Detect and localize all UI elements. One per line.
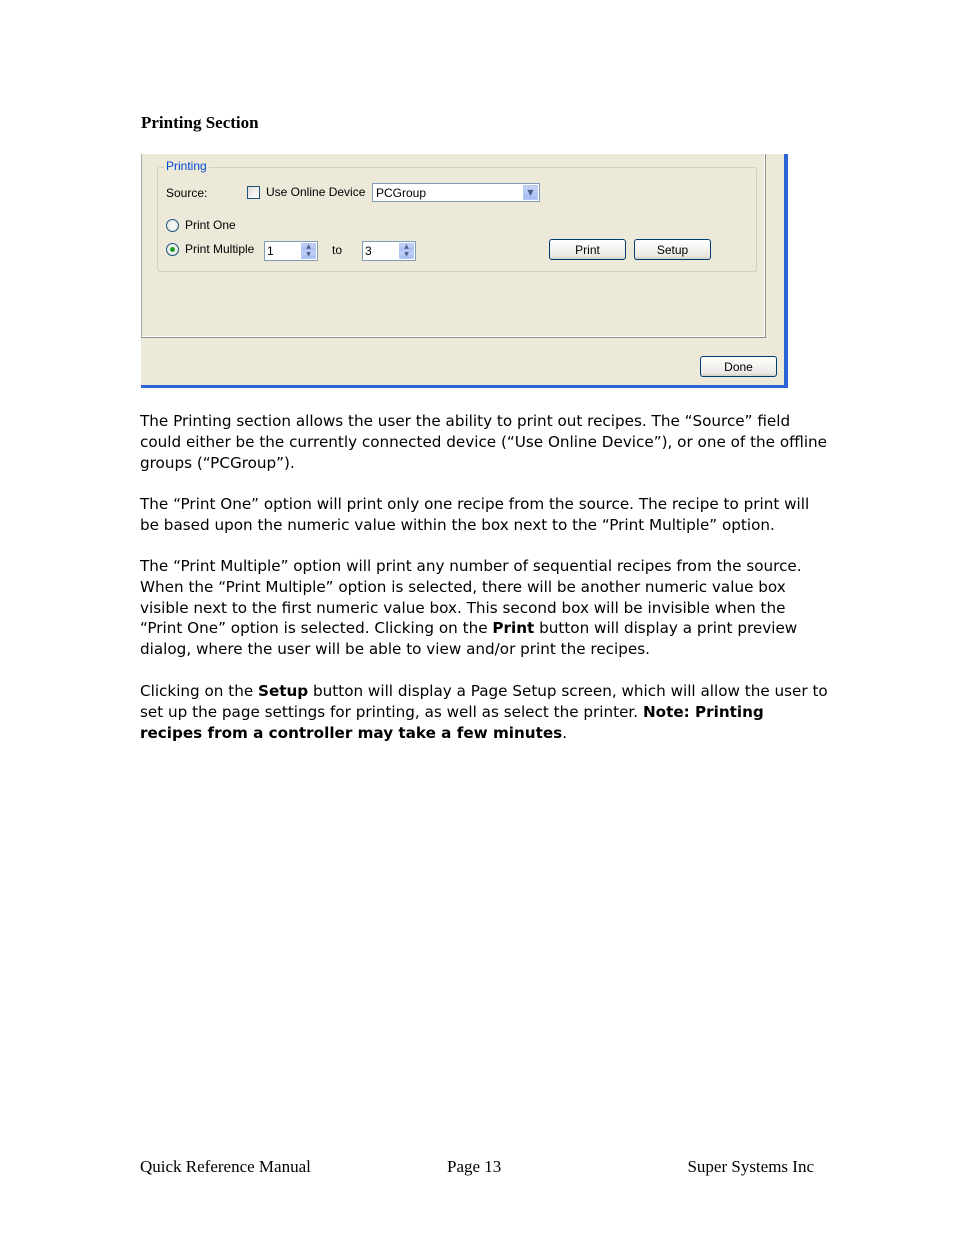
paragraph-text: The “Print One” option will print only one recipe from the source. The recipe to print will be based upon the numeric value within the box next to the “Print Multiple” option. [140,495,810,534]
printing-dialog-screenshot [141,154,788,388]
chevron-down-icon[interactable]: ▼ [523,185,538,200]
section-heading: Printing Section [141,113,259,132]
source-combobox-value: PCGroup [376,186,427,200]
print-button[interactable]: Print [549,239,626,260]
bold-print: Print [492,619,535,638]
paragraph-source [140,411,830,473]
bold-note: Note: Printing recipes from a controller may take a few minutes [140,702,764,742]
from-number-value: 1 [267,244,274,258]
use-online-device-checkbox[interactable] [247,186,260,199]
text-run: button will display a Page Setup screen, which will allow the user to set up the page settings for printing, as well as select the printer. [140,682,828,721]
paragraph-text [140,556,830,660]
use-online-device-label[interactable]: Use Online Device [266,185,366,199]
done-button[interactable]: Done [700,356,777,377]
paragraph-print-multiple [140,556,830,660]
footer-page-number: Page 13 [447,1157,502,1176]
source-label: Source: [166,186,208,200]
chevron-down-icon[interactable]: ▼ [301,251,316,259]
to-label: to [332,243,343,257]
print-one-radio[interactable] [166,219,179,232]
chevron-up-icon[interactable]: ▲ [399,243,414,251]
setup-button[interactable]: Setup [634,239,711,260]
spinner-arrows[interactable] [301,243,316,259]
paragraph-print-one [140,494,830,536]
printing-group-title: Printing [166,159,207,173]
spinner-arrows[interactable] [399,243,414,259]
to-number-spinner[interactable] [362,241,416,261]
paragraph-text: The Printing section allows the user the ability to print out recipes. The “Source” field could either be the currently connected device (“Use Online Device”), or one of the offline groups (“PCGroup”). [140,412,828,472]
to-number-value: 3 [365,244,372,258]
radio-selected-dot [170,247,175,252]
text-run: button will display a print preview dialog, where the user will be able to view and/or print the recipes. [140,619,798,659]
footer-company: Super Systems Inc [687,1157,814,1176]
chevron-down-icon[interactable]: ▼ [399,251,414,259]
print-multiple-radio[interactable] [166,243,179,256]
print-one-label[interactable]: Print One [185,218,236,232]
from-number-spinner[interactable] [264,241,318,261]
bold-setup: Setup [258,682,309,700]
paragraph-text [140,681,830,743]
text-run: . [562,723,568,742]
print-multiple-label[interactable]: Print Multiple [185,242,255,256]
dialog-panel [141,154,766,338]
source-combobox[interactable] [372,183,540,202]
footer-manual-title: Quick Reference Manual [140,1157,311,1176]
paragraph-setup [140,681,830,743]
text-run: Clicking on the [140,682,258,700]
chevron-up-icon[interactable]: ▲ [301,243,316,251]
page-footer [140,1157,814,1179]
window-right-border [784,154,788,385]
text-run: The “Print Multiple” option will print any number of sequential recipes from the source. When the “Print Multiple” option is selected, there will be another numeric value box visible next to the first numeric value box. This second box will be invisible when the “Print One” option is selected. Clicking on the [140,557,802,638]
